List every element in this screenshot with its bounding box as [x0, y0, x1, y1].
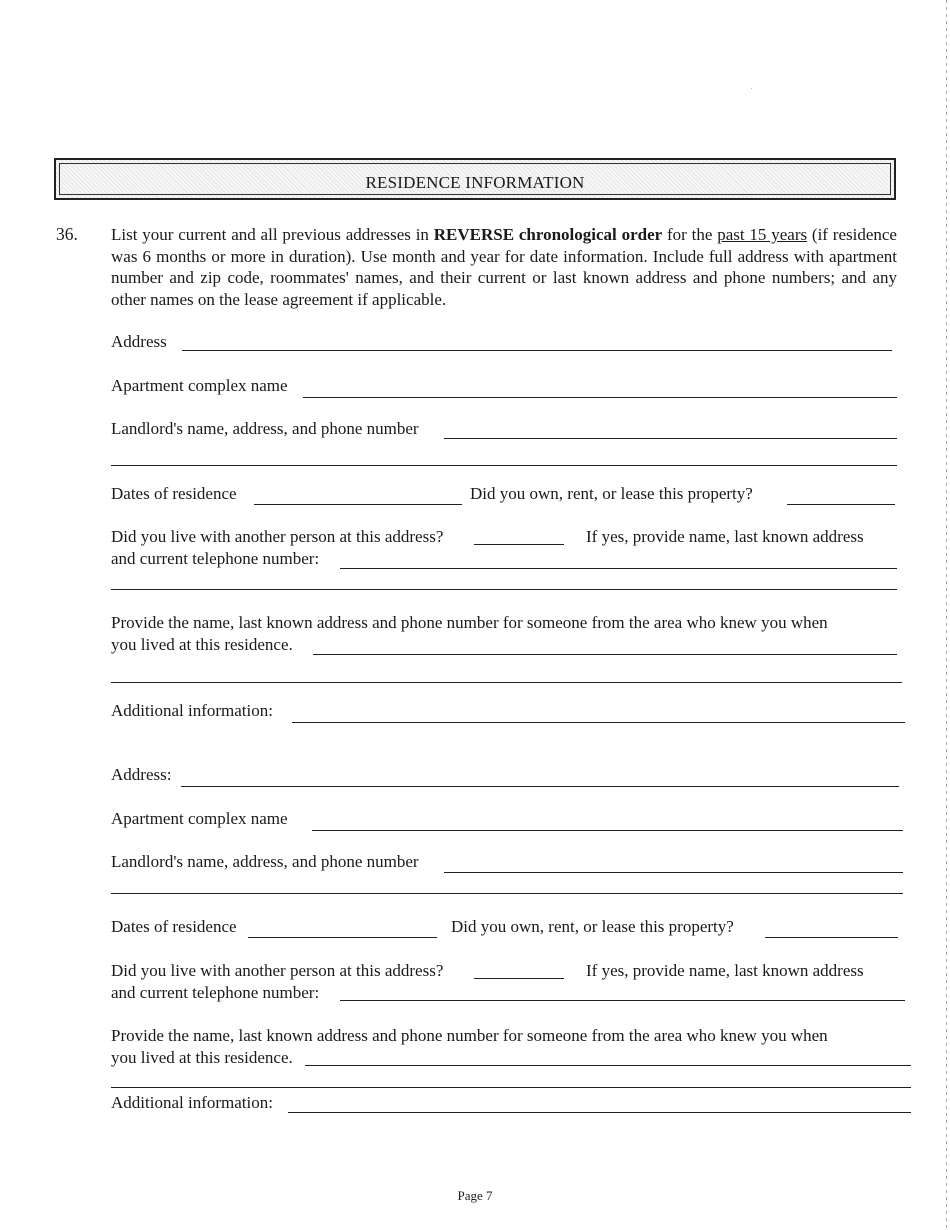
scan-speck [751, 88, 752, 89]
r2-apartment-field[interactable] [312, 830, 903, 831]
question-number: 36. [56, 224, 78, 244]
r1-address-label: Address [111, 332, 167, 351]
r2-dates-label: Dates of residence [111, 917, 237, 936]
question-instructions [111, 224, 897, 310]
r2-contact-field-line-2[interactable] [111, 1087, 911, 1088]
r2-phone-label: and current telephone number: [111, 983, 320, 1002]
r1-landlord-field[interactable] [444, 438, 897, 439]
r1-contact-label-1: Provide the name, last known address and phone number for someone from the area who knew you when [111, 613, 828, 632]
r2-landlord-field[interactable] [444, 872, 903, 873]
r1-landlord-label: Landlord's name, address, and phone number [111, 419, 419, 438]
section-header-box [54, 158, 896, 200]
r1-apartment-field[interactable] [303, 397, 897, 398]
r1-dates-label: Dates of residence [111, 484, 237, 503]
r1-apartment-label: Apartment complex name [111, 376, 288, 395]
r1-landlord-field-line-2[interactable] [111, 465, 897, 466]
r2-phone-field[interactable] [340, 1000, 905, 1001]
r1-additional-field[interactable] [292, 722, 905, 723]
page-number: Page 7 [457, 1188, 493, 1203]
r1-live-with-label: Did you live with another person at this address? [111, 527, 444, 546]
intro-text-3: (if residence was 6 months or more in duration). Use month and year for date information. Include full address with apartment number and zip code, roommates' names, and their current or last known address and phone numbers; and any other names on the lease agreement if applicable. [111, 225, 897, 309]
r1-dates-field[interactable] [254, 504, 462, 505]
r2-own-label: Did you own, rent, or lease this property? [451, 917, 734, 936]
r2-additional-field[interactable] [288, 1112, 911, 1113]
r1-contact-field-line-2[interactable] [111, 682, 902, 683]
r1-contact-label-2: you lived at this residence. [111, 635, 293, 654]
r2-contact-field[interactable] [305, 1065, 911, 1066]
r2-address-label: Address: [111, 765, 172, 784]
r2-landlord-label: Landlord's name, address, and phone number [111, 852, 419, 871]
r1-additional-label: Additional information: [111, 701, 273, 720]
r1-live-with-field[interactable] [474, 544, 564, 545]
intro-bold: REVERSE chronological order [433, 225, 663, 244]
r1-phone-label: and current telephone number: [111, 549, 320, 568]
intro-text-2: for the [662, 225, 718, 244]
r1-phone-field-line-2[interactable] [111, 589, 897, 590]
r2-dates-field[interactable] [248, 937, 437, 938]
r1-own-field[interactable] [787, 504, 895, 505]
r2-own-field[interactable] [765, 937, 898, 938]
r2-contact-label-2: you lived at this residence. [111, 1048, 293, 1067]
r2-if-yes-label: If yes, provide name, last known address [586, 961, 864, 980]
intro-text-1: List your current and all previous addresses in [111, 225, 434, 244]
intro-underline: past 15 years [717, 225, 808, 244]
r2-apartment-label: Apartment complex name [111, 809, 288, 828]
r2-address-field[interactable] [181, 786, 899, 787]
r1-if-yes-label: If yes, provide name, last known address [586, 527, 864, 546]
r1-contact-field[interactable] [313, 654, 897, 655]
scan-edge [946, 0, 947, 1230]
r2-live-with-field[interactable] [474, 978, 564, 979]
r2-landlord-field-line-2[interactable] [111, 893, 903, 894]
r1-phone-field[interactable] [340, 568, 897, 569]
r2-additional-label: Additional information: [111, 1093, 273, 1112]
r2-live-with-label: Did you live with another person at this address? [111, 961, 444, 980]
section-title: RESIDENCE INFORMATION [365, 173, 585, 192]
r2-contact-label-1: Provide the name, last known address and phone number for someone from the area who knew you when [111, 1026, 828, 1045]
r1-own-label: Did you own, rent, or lease this property? [470, 484, 753, 503]
r1-address-field[interactable] [182, 350, 892, 351]
